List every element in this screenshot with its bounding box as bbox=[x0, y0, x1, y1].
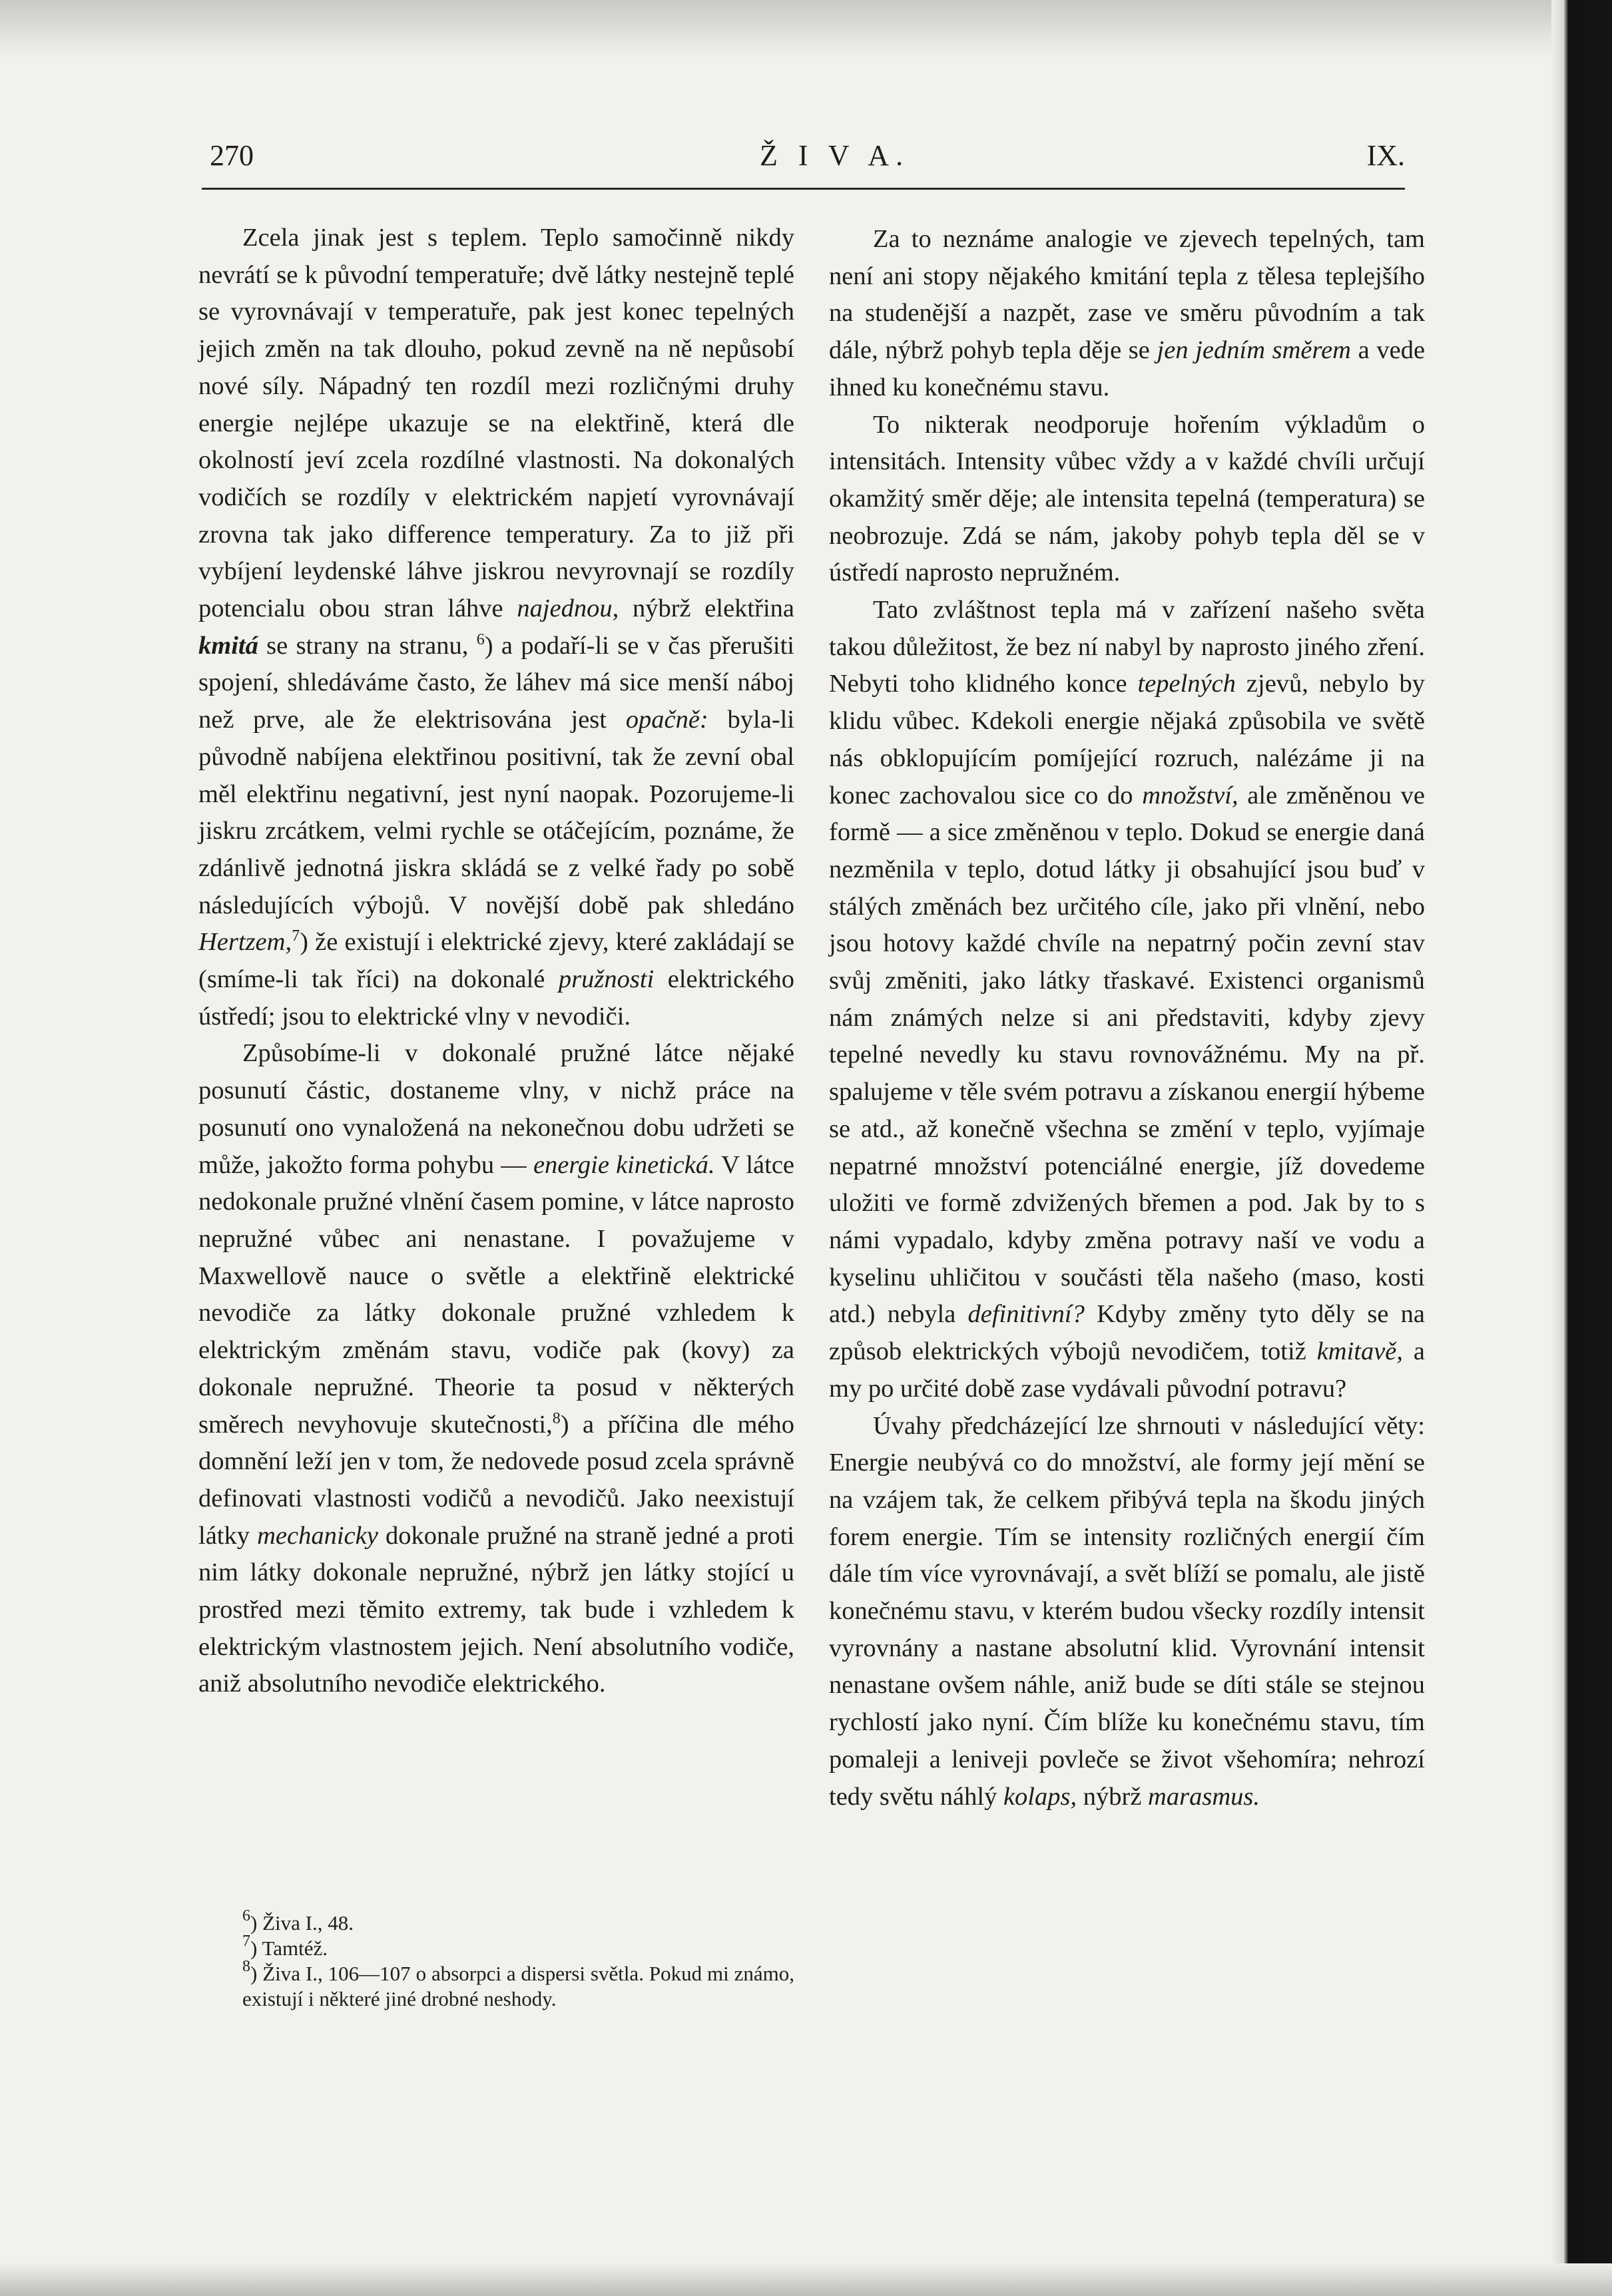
paragraph: Zcela jinak jest s teplem. Teplo samočinně nikdy nevrátí se k původní temperatuře; dvě látky nestejně teplé se vyrovnávají v temperatuře, pak jest konec tepelných jejich změn na tak dlouho, pokud zevně na ně nepůsobí nové síly. Nápadný ten rozdíl mezi rozličnými druhy energie nejlépe ukazuje se na elektřině, která dle okolností jeví zcela rozdílné vlastnosti. Na dokonalých vodičích se rozdíly v elektrickém napjetí vyrovnávají zrovna tak jako difference temperatury. Za to již při vybíjení leydenské láhve jiskrou nevyrovnají se rozdíly potencialu obou stran láhve najednou, nýbrž elektřina kmitá se strany na stranu, $^6$) a podaří-li se v čas přerušiti spojení, shledáváme často, že láhev má sice menší náboj než prve, ale že elektrisována jest opačně: byla-li původně nabíjena elektřinou positivní, tak že zevní obal měl elektřinu negativní, jest nyní naopak. Pozorujeme-li jiskru zrcátkem, velmi rychle se otáčejícím, poznáme, že zdánlivě jednotná jiskra skládá se z velké řady po sobě následujících výbojů. V novější době pak shledáno Hertzem,$^7$) že existují i elektrické zjevy, které zakládají se (smíme-li tak říci) na dokonalé pružnosti elektrického ústředí; jsou to elektrické vlny v nevodiči. bbox=[198, 224, 795, 1031]
footnote: $^6$) Živa I., 48. bbox=[242, 1907, 354, 1935]
footnotes bbox=[198, 1907, 794, 2012]
footnote-ref-6: 6 bbox=[476, 630, 485, 648]
paragraph: Úvahy předcházející lze shrnouti v následující věty: Energie neubývá co do množství, ale formy její mění se na vzájem tak, že celkem přibývá tepla na škodu jiných forem energie. Tím se intensity rozličných energií čím dále tím více vyrovnávají, a svět blíží se pomalu, ale jistě konečnému stavu, v kterém budou všecky rozdíly intensit vyrovnány a nastane absolutní klid. Vyrovnání intensit nenastane ovšem náhle, aniž bude se díti stále se stejnou rychlostí jako nyní. Čím blíže ku konečnému stavu, tím pomaleji a leniveji povleče se život všehomíra; nehrozí tedy světu náhlý kolaps, nýbrž marasmus. bbox=[829, 1411, 1425, 1811]
volume-number: IX. bbox=[1366, 139, 1405, 172]
page-header bbox=[202, 138, 1405, 185]
header-rule bbox=[202, 188, 1405, 190]
footnote-ref-8: 8 bbox=[552, 1409, 561, 1427]
scan-edge-bottom bbox=[0, 2263, 1612, 2296]
scan-edge-right bbox=[1551, 0, 1612, 2296]
left-column bbox=[198, 220, 794, 1703]
paragraph: Tato zvláštnost tepla má v zařízení našeho světa takou důležitost, že bez ní nabyl by naprosto jiného zření. Nebyti toho klidného konce tepelných zjevů, nebylo by klidu vůbec. Kdekoli energie nějaká způsobila ve světě nás obklopujícím pomíjející rozruch, nalézáme ji na konec zachovalou sice co do množství, ale změněnou ve formě — a sice změněnou v teplo. Dokud se energie daná nezměnila v teplo, dotud látky ji obsahující jsou buď v stálých změnách bez určitého cíle, jako při vlnění, nebo jsou hotovy každé chvíle na nepatrný počin zevní stav svůj změniti, jako látky třaskavé. Existenci organismů nám známých nelze si ani představiti, kdyby zjevy tepelné nevedly ku stavu rovnovážnému. My na př. spalujeme v těle svém potravu a získanou energií hýbeme se atd., až konečně všechna se změní v teplo, vyjímaje nepatrné množství potenciálné energie, jíž dovedeme uložiti ve formě zdvižených břemen a pod. Jak by to s námi vypadalo, kdyby změna potravy naší ve vodu a kyselinu uhličitou v součásti těla našeho (maso, kosti atd.) nebyla definitivní? Kdyby změny tyto děly se na způsob elektrických výbojů nevodičem, totiž kmitavě, a my po určité době zase vydávali původní potravu? bbox=[829, 596, 1426, 1403]
paragraph: Za to neznáme analogie ve zjevech tepelných, tam není ani stopy nějakého kmitání tepla z tělesa teplejšího na studenější a nazpět, zase ve směru původním a tak dále, nýbrž pohyb tepla děje se jen jedním směrem a vede ihned ku konečnému stavu. bbox=[829, 225, 1426, 401]
right-column bbox=[829, 221, 1425, 1815]
page-number: 270 bbox=[210, 139, 254, 172]
scan-top-shadow bbox=[0, 0, 1551, 60]
paragraph: Způsobíme-li v dokonalé pružné látce nějaké posunutí částic, dostaneme vlny, v nichž práce na posunutí ono vynaložená na nekonečnou dobu udržeti se může, jakožto forma pohybu — energie kinetická. V látce nedokonale pružné vlnění časem pomine, v látce naprosto nepružné vůbec ani nenastane. I považujeme v Maxwellově nauce o světle a elektřině elektrické nevodiče za látky dokonale pružné vzhledem k elektrickým změnám stavu, vodiče pak (kovy) za dokonale nepružné. Theorie ta posud v některých směrech nevyhovuje skutečnosti,$^8$) a příčina dle mého domnění leží jen v tom, že nedovede posud zcela správně definovati vlastnosti vodičů a nevodičů. Jako neexistují látky mechanicky dokonale pružné na straně jedné a proti nim látky dokonale nepružné, nýbrž jen látky stojící u prostřed mezi těmito extremy, tak bude i vzhledem k elektrickým vlastnostem jejich. Není absolutního vodiče, aniž absolutního nevodiče elektrického. bbox=[198, 1039, 795, 1698]
footnote: $^7$) Tamtéž. bbox=[242, 1933, 328, 1960]
footnote: $^8$) Živa I., 106—107 o absorpci a dispersi světla. Pokud mi známo, existují i některé jiné drobné neshody. bbox=[242, 1958, 794, 2010]
journal-title: Ž I V A. bbox=[760, 139, 910, 172]
paragraph: To nikterak neodporuje hořením výkladům o intensitách. Intensity vůbec vždy a v každé chvíli určují okamžitý směr děje; ale intensita tepelná (temperatura) se neobrozuje. Zdá se nám, jakoby pohyb tepla děl se v ústředí naprosto nepružném. bbox=[829, 410, 1425, 587]
footnote-ref-7: 7 bbox=[292, 927, 300, 945]
